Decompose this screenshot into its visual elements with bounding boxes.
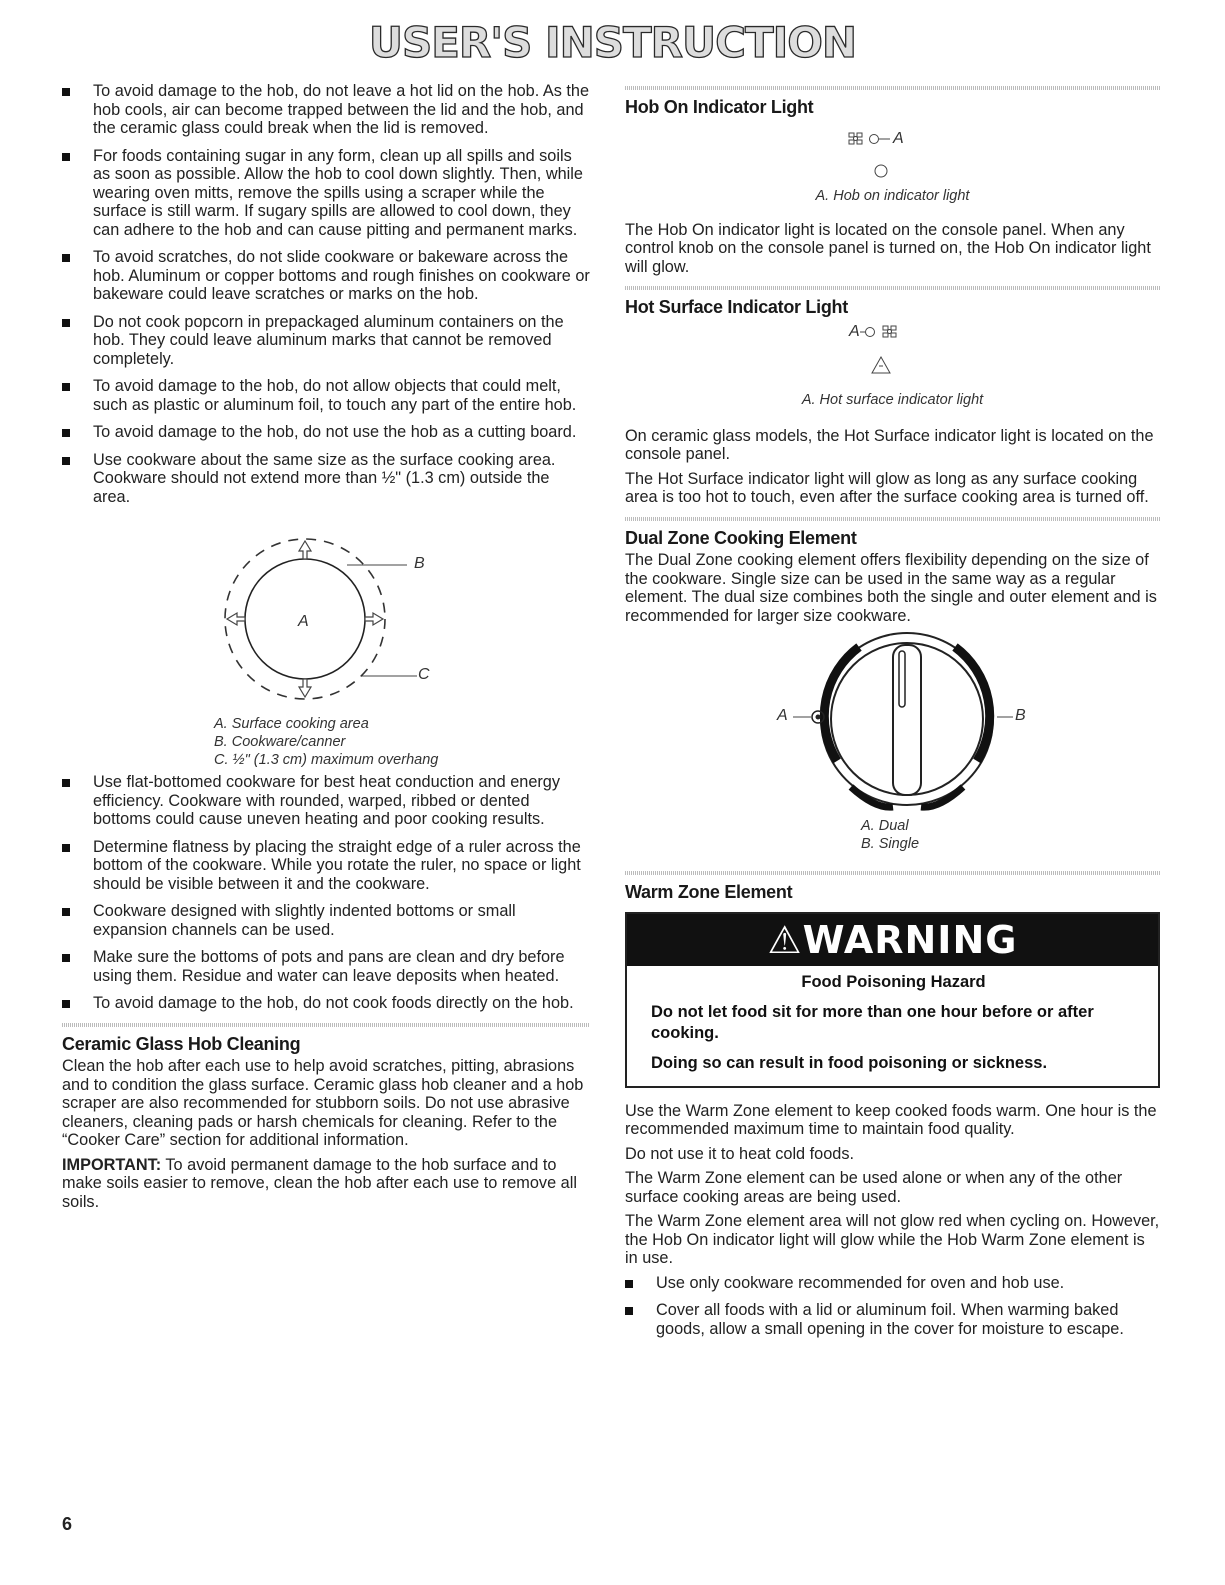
warning-triangle-icon: ⚠ [767, 917, 803, 962]
section-divider [625, 871, 1160, 875]
dual-zone-figure [625, 631, 1160, 861]
important-paragraph [62, 1156, 590, 1212]
hot-surface-paragraph: The Hot Surface indicator light will glow as long as any surface cooking area is too hot to touch, even after the surface cooking area is turned off. [625, 469, 1149, 506]
warning-box [625, 912, 1160, 1088]
important-text: To avoid permanent damage to the hob surface and to make soils easier to remove, clean the hob after each use to remove all soils. [62, 1155, 577, 1211]
right-column [625, 86, 1160, 1347]
warm-zone-paragraph: The Warm Zone element area will not glow red when cycling on. However, the Hob On indicator light will glow while the Hob Warm Zone element is in use. [625, 1212, 1160, 1267]
caption-line: B. Cookware/canner [214, 734, 346, 750]
caption-line: A. Surface cooking area [214, 716, 369, 732]
list-item: Cover all foods with a lid or aluminum foil. When warming baked goods, allow a small opening in the cover for moisture to escape. [625, 1301, 1160, 1338]
list-item: To avoid damage to the hob, do not cook foods directly on the hob. [62, 994, 590, 1013]
list-item: Cookware designed with slightly indented bottoms or small expansion channels can be used. [62, 902, 590, 939]
section-divider [625, 286, 1160, 290]
warning-banner-text: WARNING [802, 917, 1018, 962]
cookware-overhang-diagram [62, 515, 590, 715]
hob-on-paragraph: The Hob On indicator light is located on the console panel. When any control knob on the console panel is turned on, the Hob On indicator light will glow. [625, 220, 1151, 276]
figure-caption: A. Hot surface indicator light [801, 391, 984, 408]
list-item: Use cookware about the same size as the surface cooking area. Cookware should not extend more than ½" (1.3 cm) outside the area. [62, 451, 590, 507]
left-column [62, 82, 590, 1217]
list-item: Do not cook popcorn in prepackaged aluminum containers on the hob. They could leave aluminum marks that cannot be removed completely. [62, 313, 590, 369]
care-bullet-list-1 [62, 82, 590, 506]
warning-line: Doing so can result in food poisoning or sickness. [651, 1053, 1048, 1072]
figure-label-a: A [893, 129, 904, 147]
ceramic-paragraph: Clean the hob after each use to help avoid scratches, pitting, abrasions and to condition the glass surface. Ceramic glass hob cleaner and a hob scraper are also recommended for stubborn soils. Do not use abrasive cleaners, cleaning pads or harsh chemicals for cleaning. Refer to the “Cooker Care” section for additional information. [62, 1057, 584, 1149]
figure-label-a: A [849, 322, 860, 340]
list-item: Make sure the bottoms of pots and pans are clean and dry before using them. Residue and water can leave deposits when heated. [62, 948, 590, 985]
section-heading-dual-zone: Dual Zone Cooking Element [625, 527, 857, 548]
figure-label-c: C [418, 666, 430, 683]
list-item: Determine flatness by placing the straight edge of a ruler across the bottom of the cookware. While you rotate the ruler, no space or light should be visible between it and the cookware. [62, 838, 590, 894]
dual-zone-paragraph: The Dual Zone cooking element offers flexibility depending on the size of the cookware. Single size can be used in the same way as a regular element. The dual size combines both the single and outer element and is recommended for larger size cookware. [625, 551, 1157, 625]
section-heading-ceramic: Ceramic Glass Hob Cleaning [62, 1033, 301, 1054]
figure-caption [214, 715, 438, 769]
hot-surface-paragraph: On ceramic glass models, the Hot Surface indicator light is located on the console panel. [625, 426, 1154, 463]
hob-on-figure [625, 121, 1160, 204]
figure-label-a: A [298, 613, 309, 630]
section-divider [625, 86, 1160, 90]
figure-label-b: B [1015, 707, 1026, 724]
list-item: To avoid damage to the hob, do not use the hob as a cutting board. [62, 423, 590, 442]
figure-label-a: A [777, 707, 788, 724]
figure-label-b: B [414, 555, 425, 572]
warm-zone-bullet-list [625, 1274, 1160, 1339]
cookware-overhang-figure [62, 515, 590, 773]
page-title: USER'S INSTRUCTION [368, 18, 857, 67]
list-item: To avoid scratches, do not slide cookware or bakeware across the hob. Aluminum or copper bottoms and rough finishes on cookware or bakeware could leave scratches or marks on the hob. [62, 248, 590, 304]
dual-zone-knob-diagram [625, 631, 1160, 821]
section-divider [62, 1023, 590, 1027]
list-item: Use only cookware recommended for oven and hob use. [625, 1274, 1160, 1293]
section-heading-hot-surface: Hot Surface Indicator Light [625, 297, 848, 317]
warm-zone-paragraph: Do not use it to heat cold foods. [625, 1144, 854, 1163]
page-number: 6 [62, 1514, 73, 1534]
warm-zone-paragraph: Use the Warm Zone element to keep cooked foods warm. One hour is the recommended maximum time to maintain food quality. [625, 1101, 1157, 1138]
warning-line: Do not let food sit for more than one hour before or after cooking. [651, 1002, 1094, 1042]
figure-caption: A. Hob on indicator light [815, 187, 970, 204]
section-heading-warm-zone: Warm Zone Element [625, 882, 793, 902]
figure-caption [861, 817, 919, 853]
section-heading-hob-on: Hob On Indicator Light [625, 97, 814, 117]
list-item: To avoid damage to the hob, do not leave a hot lid on the hob. As the hob cools, air can become trapped between the lid and the hob, and the ceramic glass could break when the lid is removed. [62, 82, 590, 138]
hot-surface-figure [625, 321, 1160, 408]
list-item: For foods containing sugar in any form, clean up all spills and soils as soon as possible. Allow the hob to cool down slightly. Then, while wearing oven mitts, remove the spills using a scraper while the surface is still warm. If sugary spills are allowed to cool down, they can adhere to the hob and can cause pitting and permanent marks. [62, 147, 590, 240]
warm-zone-paragraph: The Warm Zone element can be used alone or when any of the other surface cooking areas are being used. [625, 1169, 1123, 1206]
warning-banner [627, 914, 1158, 966]
list-item: To avoid damage to the hob, do not allow objects that could melt, such as plastic or aluminum foil, to touch any part of the entire hob. [62, 377, 590, 414]
section-divider [625, 517, 1160, 521]
caption-line: A. Dual [861, 818, 909, 834]
list-item: Use flat-bottomed cookware for best heat conduction and energy efficiency. Cookware with rounded, warped, ribbed or dented bottoms could cause uneven heating and poor cooking results. [62, 773, 590, 829]
important-label: IMPORTANT: [62, 1155, 162, 1174]
hot-surface-indicator-icon [625, 321, 1160, 393]
caption-line: B. Single [861, 836, 920, 852]
care-bullet-list-2 [62, 773, 590, 1013]
warning-hazard-title: Food Poisoning Hazard [801, 972, 986, 991]
caption-line: C. ½" (1.3 cm) maximum overhang [214, 752, 439, 768]
warning-body [627, 966, 1158, 1086]
